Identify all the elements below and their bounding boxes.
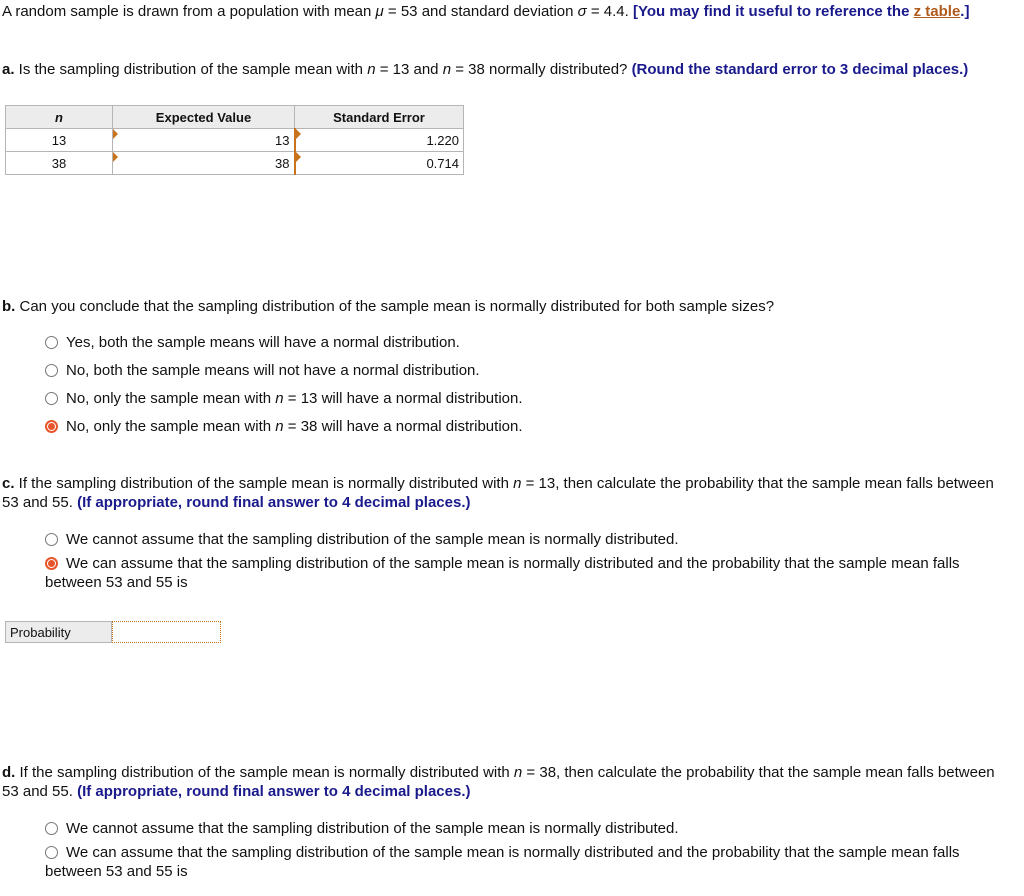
part-d-option-1[interactable]: We cannot assume that the sampling distribution of the sample mean is normally distributed. bbox=[45, 814, 1015, 842]
part-b-option-3[interactable]: No, only the sample mean with n = 13 will have a normal distribution. bbox=[45, 384, 523, 412]
table-row: 13 13 1.220 bbox=[6, 129, 464, 152]
z-table-link[interactable]: z table bbox=[913, 3, 961, 20]
part-d-options bbox=[45, 814, 1015, 881]
table-header-row: n Expected Value Standard Error bbox=[6, 106, 464, 129]
radio-button-selected[interactable] bbox=[45, 420, 58, 433]
sampling-distribution-table bbox=[5, 105, 464, 175]
part-c-option-1[interactable]: We cannot assume that the sampling distribution of the sample mean is normally distributed. bbox=[45, 525, 1015, 553]
part-b-option-2[interactable]: No, both the sample means will not have a normal distribution. bbox=[45, 356, 523, 384]
radio-button[interactable] bbox=[45, 364, 58, 377]
part-c-question: c. If the sampling distribution of the sample mean is normally distributed with n = 13, then calculate the probability that the sample mean falls between 53 and 55. (If appropriate, round final answer to 4 decimal places.) bbox=[2, 475, 994, 511]
standard-error-input-38[interactable]: 0.714 bbox=[295, 152, 464, 175]
part-b-option-1[interactable]: Yes, both the sample means will have a normal distribution. bbox=[45, 328, 523, 356]
radio-button[interactable] bbox=[45, 392, 58, 405]
radio-button[interactable] bbox=[45, 533, 58, 546]
reference-note: [You may find it useful to reference the z table.] bbox=[633, 3, 970, 20]
part-d-option-2[interactable]: We can assume that the sampling distribution of the sample mean is normally distributed and the probability that the sample mean falls between 53 and 55 is bbox=[45, 844, 960, 880]
part-a-question: a. Is the sampling distribution of the sample mean with n = 13 and n = 38 normally distributed? (Round the standard error to 3 decimal places.) bbox=[2, 61, 969, 78]
standard-error-input-13[interactable]: 1.220 bbox=[295, 129, 464, 152]
probability-input[interactable] bbox=[112, 621, 221, 643]
probability-row bbox=[5, 621, 221, 643]
part-b-question: b. Can you conclude that the sampling distribution of the sample mean is normally distributed for both sample sizes? bbox=[2, 298, 775, 315]
part-c-options bbox=[45, 525, 1015, 592]
radio-button-selected[interactable] bbox=[45, 557, 58, 570]
problem-intro: A random sample is drawn from a population with mean μ = 53 and standard deviation σ = 4.4. [You may find it useful to reference the z table.] bbox=[2, 3, 970, 20]
radio-button[interactable] bbox=[45, 822, 58, 835]
part-d-question: d. If the sampling distribution of the sample mean is normally distributed with n = 38, then calculate the probability that the sample mean falls between 53 and 55. (If appropriate, round final answer to 4 decimal places.) bbox=[2, 764, 995, 800]
expected-value-input-38[interactable]: 38 bbox=[113, 152, 295, 175]
part-b-option-4[interactable]: No, only the sample mean with n = 38 will have a normal distribution. bbox=[45, 412, 523, 440]
part-b-options bbox=[45, 328, 523, 440]
part-c-option-2[interactable]: We can assume that the sampling distribution of the sample mean is normally distributed and the probability that the sample mean falls between 53 and 55 is bbox=[45, 555, 960, 591]
radio-button[interactable] bbox=[45, 846, 58, 859]
radio-button[interactable] bbox=[45, 336, 58, 349]
table-row: 38 38 0.714 bbox=[6, 152, 464, 175]
expected-value-input-13[interactable]: 13 bbox=[113, 129, 295, 152]
probability-label: Probability bbox=[5, 621, 112, 643]
